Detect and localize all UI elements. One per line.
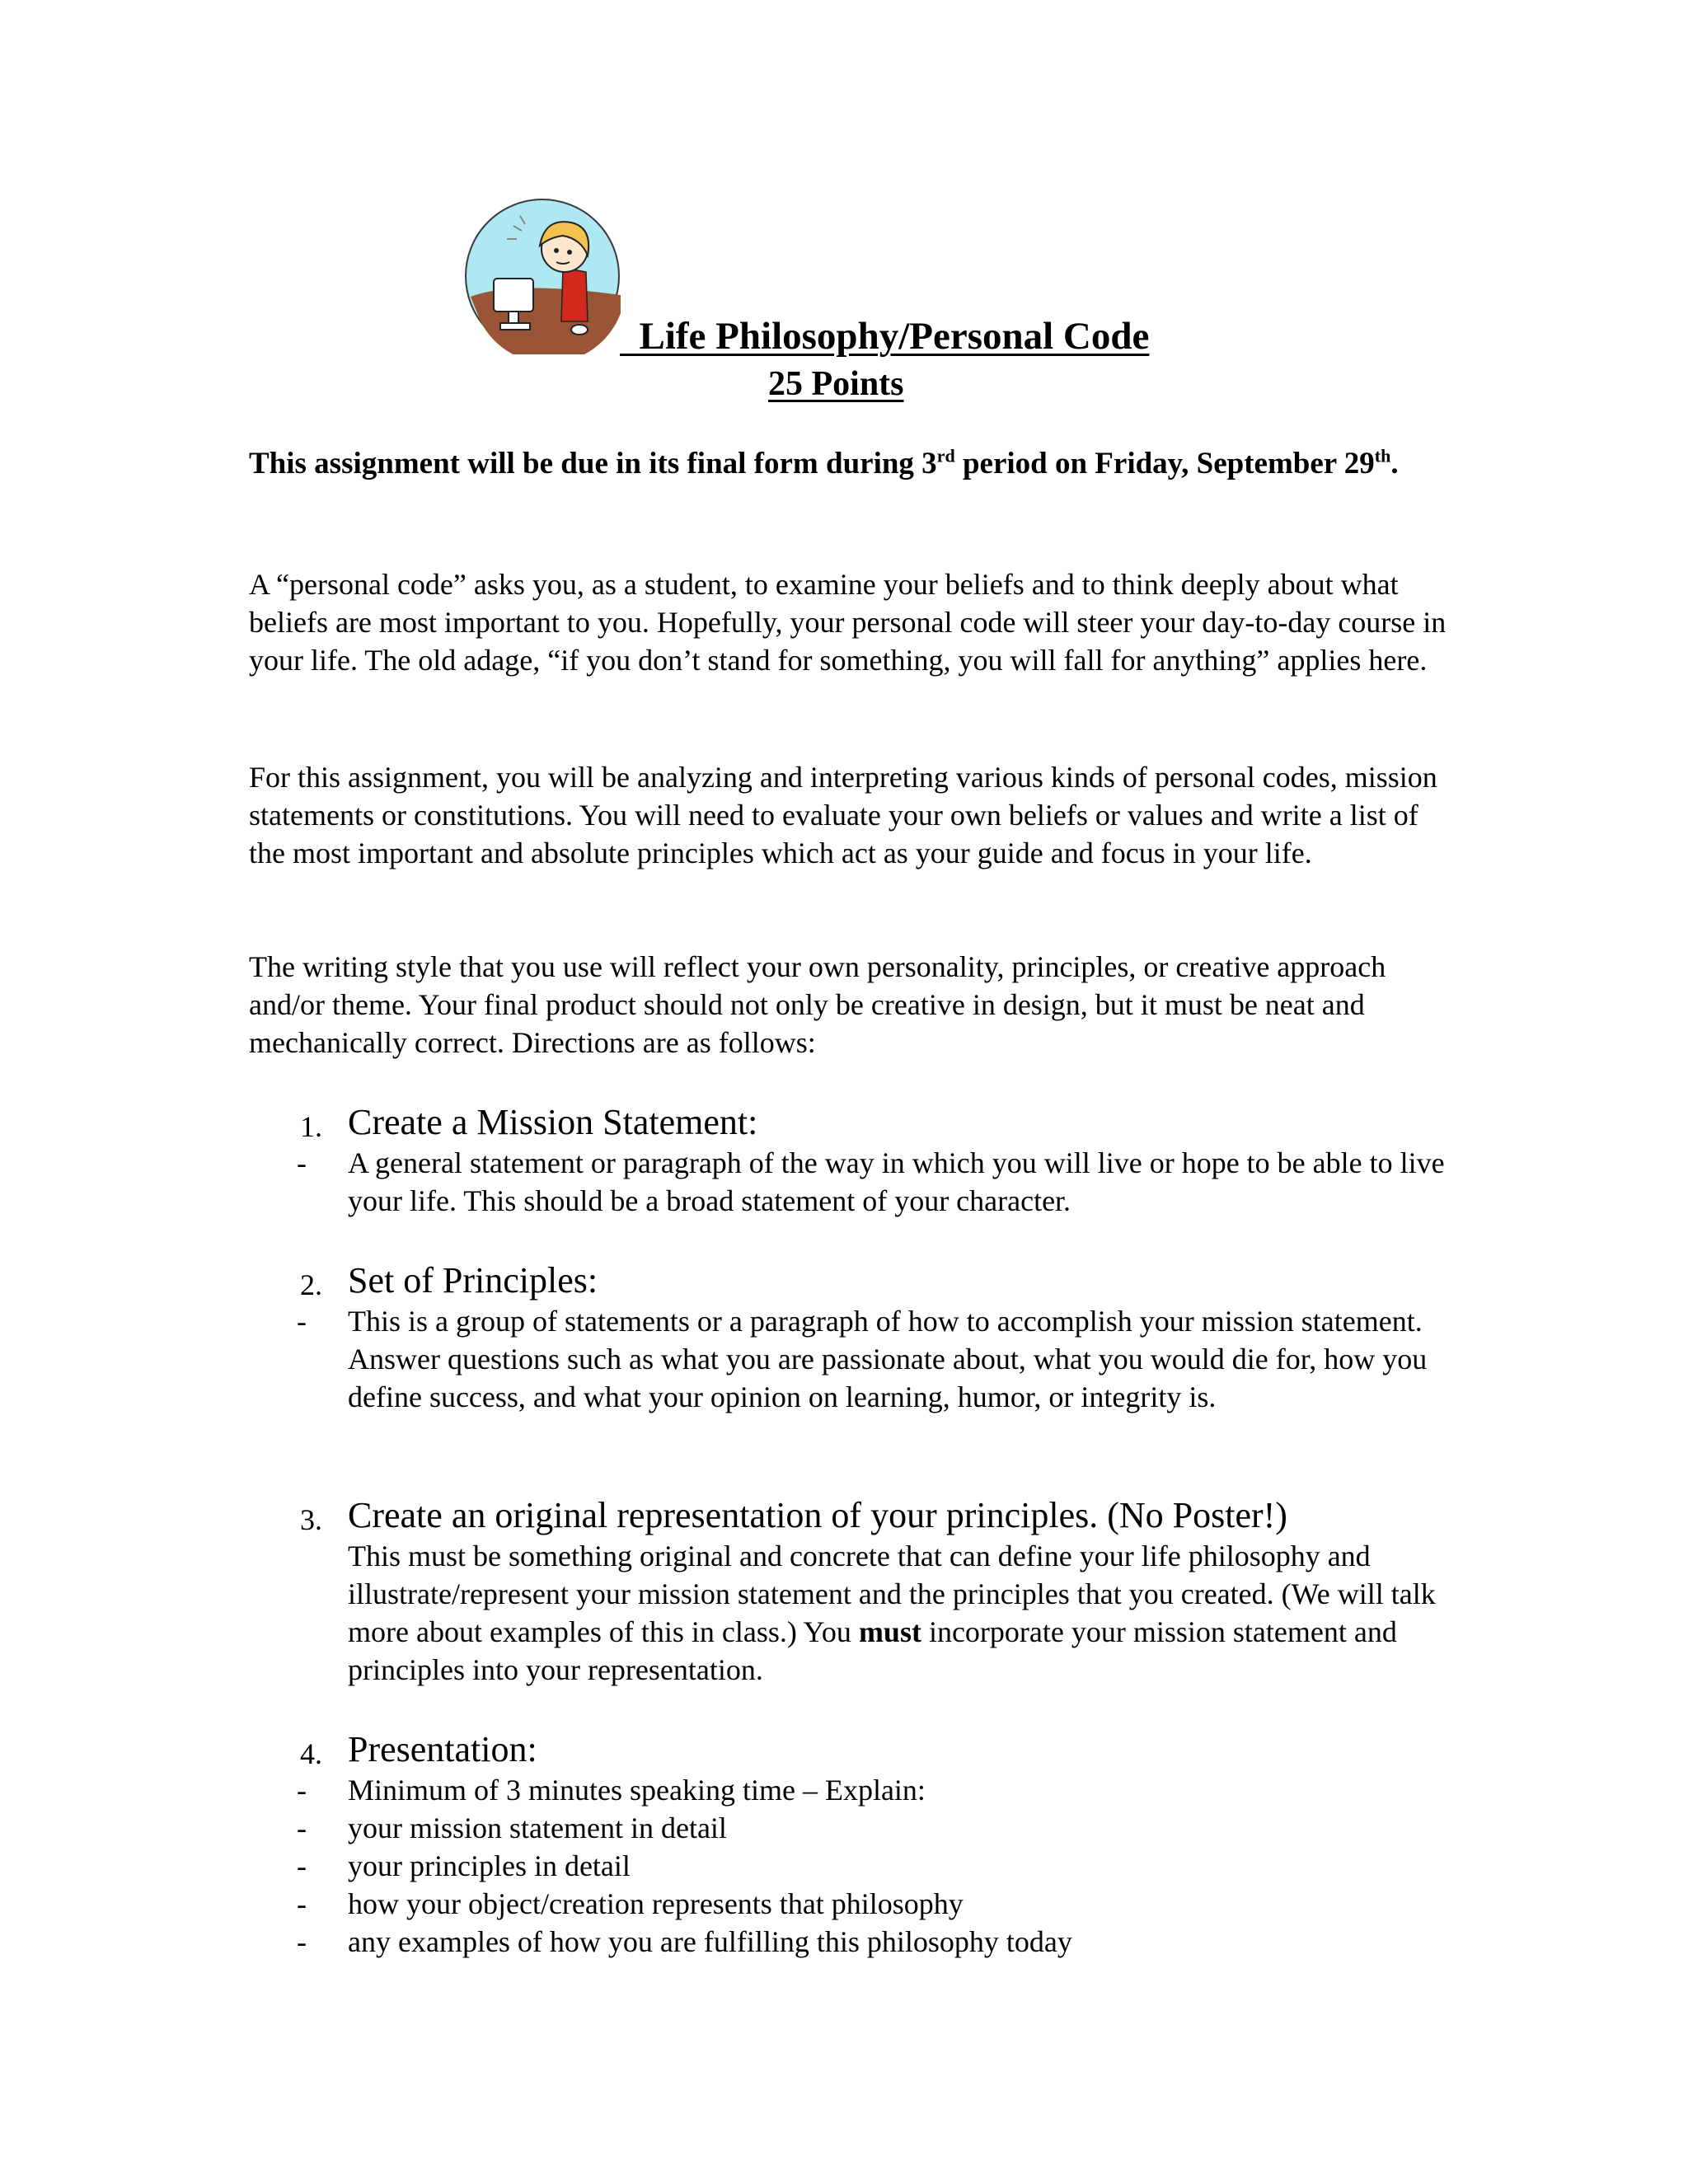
item-number: 2. <box>300 1268 322 1301</box>
item-heading: Create a Mission Statement: <box>348 1102 758 1142</box>
bullet-text: This is a group of statements or a paragraph of how to accomplish your mission statement. Answer questions such as what you are passionate about, what you would die for, how you define success, and what your opinion on learning, humor, or integrity is. <box>348 1305 1428 1413</box>
bullet-text: Minimum of 3 minutes speaking time – Explain: <box>348 1774 926 1807</box>
student-at-computer-icon <box>464 198 621 354</box>
bullet-dash: - <box>297 1774 307 1807</box>
list-item-mission-statement <box>249 1101 1452 1220</box>
item-heading: Presentation: <box>348 1729 537 1769</box>
bullet-row <box>249 1809 1452 1847</box>
bullet-dash: - <box>297 1887 307 1920</box>
bullet-text: how your object/creation represents that philosophy <box>348 1887 964 1920</box>
due-date-notice: This assignment will be due in its final form during 3rd period on Friday, September 29th. <box>249 445 1399 480</box>
bullet-text: A general statement or paragraph of the way in which you will live or hope to be able to live your life. This should be a broad statement of your character. <box>348 1146 1445 1217</box>
item-heading: Create an original representation of your principles. (No Poster!) <box>348 1495 1287 1535</box>
list-item-principles <box>249 1259 1452 1416</box>
bullet-dash: - <box>297 1925 307 1958</box>
style-paragraph: The writing style that you use will reflect your own personality, principles, or creative approach and/or theme. Your final product should not only be creative in design, but it must be neat and mechanically correct. Directions are as follows: <box>249 950 1386 1059</box>
bullet-row <box>249 1885 1452 1923</box>
assignment-paragraph: For this assignment, you will be analyzing and interpreting various kinds of personal codes, mission statements or constitutions. You will need to evaluate your own beliefs or values and write a list of the most important and absolute principles which act as your guide and focus in your life. <box>249 761 1437 869</box>
bullet-text: your mission statement in detail <box>348 1811 727 1844</box>
item-number: 4. <box>300 1737 322 1770</box>
item-body: This must be something original and concrete that can define your life philosophy and illustrate/represent your mission statement and the principles that you created. (We will talk more about examples of this in class.) You must incorporate your mission statement and principles into your representation. <box>348 1540 1436 1686</box>
points-value: 25 Points <box>768 365 904 403</box>
bullet-dash: - <box>297 1146 307 1179</box>
item-number: 1. <box>300 1110 322 1143</box>
list-item-representation <box>249 1494 1452 1689</box>
document-title: Life Philosophy/Personal Code <box>639 315 1150 358</box>
student-computer-clipart <box>464 198 621 354</box>
bullet-dash: - <box>297 1849 307 1882</box>
bullet-text: your principles in detail <box>348 1849 631 1882</box>
bullet-text: any examples of how you are fulfilling this philosophy today <box>348 1925 1072 1958</box>
intro-paragraph: A “personal code” asks you, as a student, to examine your beliefs and to think deeply about what beliefs are most important to you. Hopefully, your personal code will steer your day-to-day course in your life. The old adage, “if you don’t stand for something, you will fall for anything” applies here. <box>249 568 1447 677</box>
bullet-dash: - <box>297 1811 307 1844</box>
bullet-row <box>249 1302 1452 1416</box>
list-item-presentation <box>249 1728 1452 1961</box>
bullet-dash: - <box>297 1305 307 1338</box>
bullet-row <box>249 1144 1452 1220</box>
item-heading: Set of Principles: <box>348 1260 598 1301</box>
item-number: 3. <box>300 1503 322 1536</box>
bullet-row <box>249 1771 1452 1809</box>
bullet-row <box>249 1923 1452 1961</box>
bullet-row <box>249 1847 1452 1885</box>
